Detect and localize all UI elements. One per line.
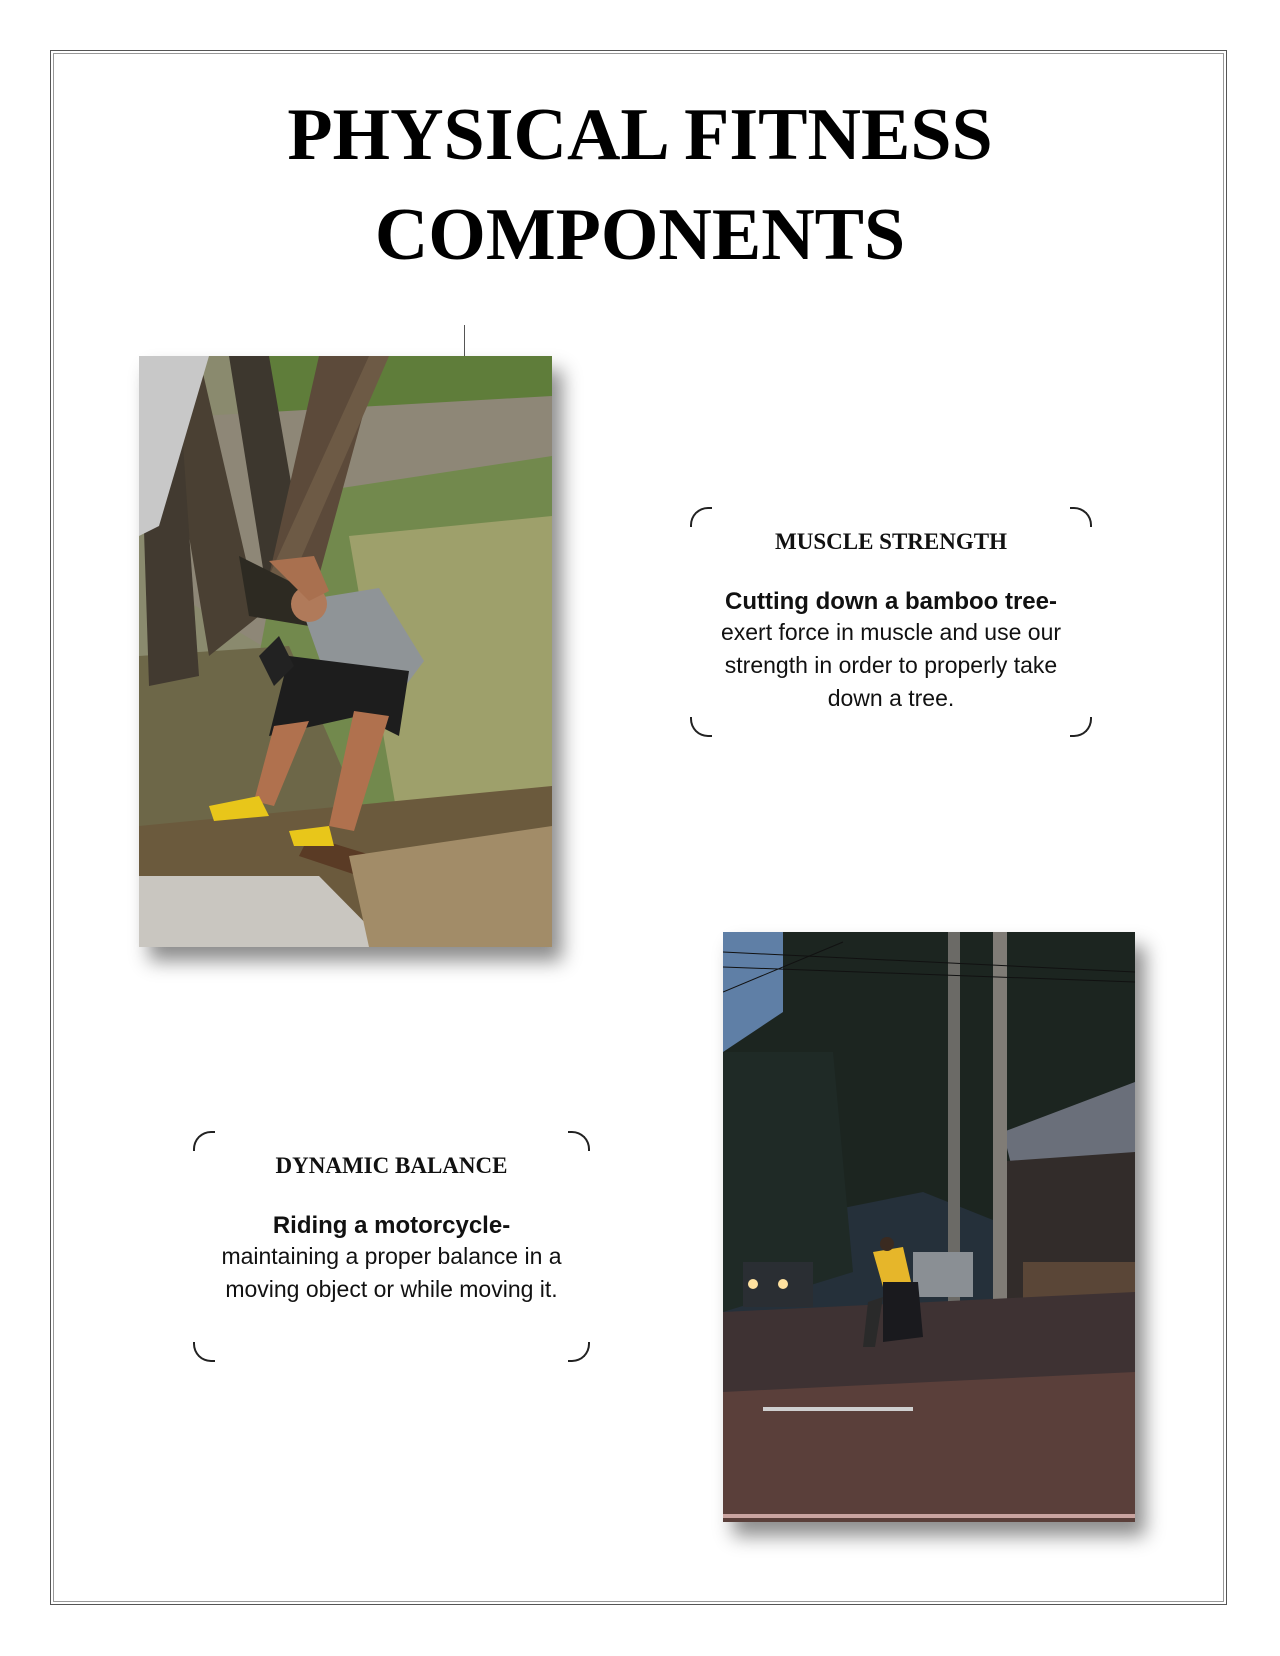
- section-heading: DYNAMIC BALANCE: [275, 1153, 508, 1178]
- section-body: exert force in muscle and use our strength in order to properly take down a tree.: [720, 619, 1062, 711]
- page-title-line-2: COMPONENTS: [374, 194, 906, 276]
- callout-bracket-top: [193, 1131, 590, 1151]
- motorcycle-riding-photo: [723, 932, 1135, 1522]
- divider-tick: [464, 325, 465, 360]
- page-title-line-1: PHYSICAL FITNESS: [287, 94, 993, 176]
- section-lead: Riding a motorcycle-: [272, 1212, 511, 1239]
- muscle-strength-callout: [690, 507, 1092, 737]
- dynamic-balance-callout: [193, 1131, 590, 1362]
- bamboo-cutting-photo: [139, 356, 552, 947]
- section-heading: MUSCLE STRENGTH: [775, 529, 1007, 554]
- callout-bracket-top: [690, 507, 1092, 527]
- section-body: maintaining a proper balance in a moving object or while moving it.: [221, 1243, 562, 1302]
- section-lead: Cutting down a bamboo tree-: [725, 588, 1057, 615]
